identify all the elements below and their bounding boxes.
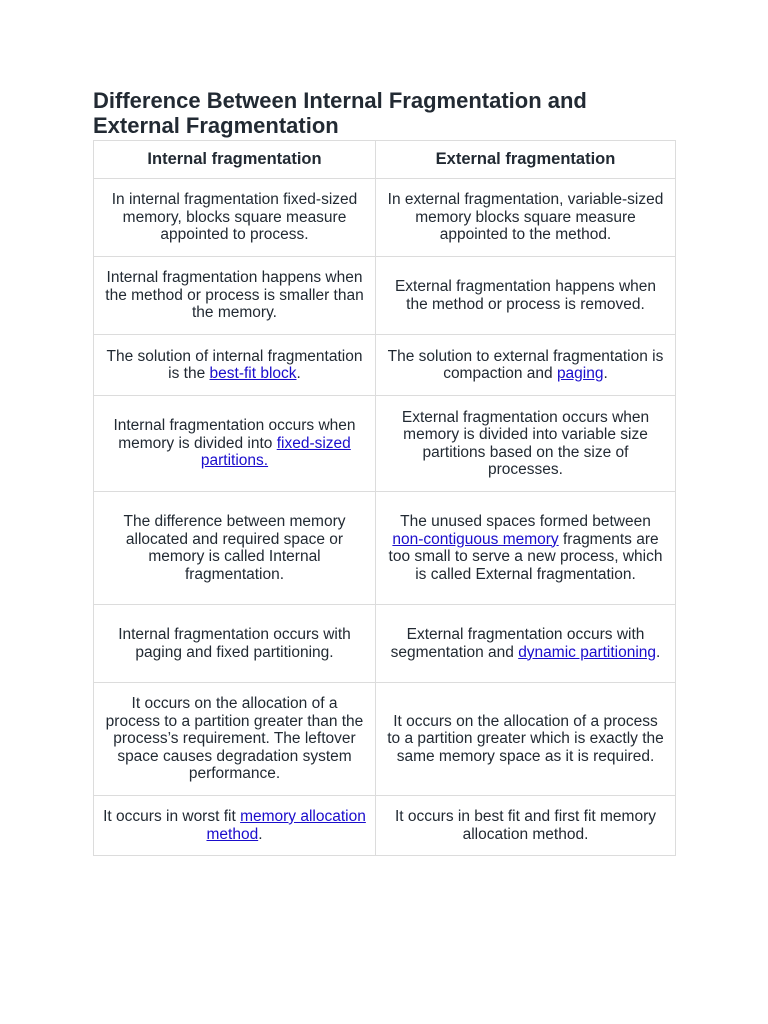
table-cell <box>94 683 376 796</box>
table-cell <box>94 796 376 856</box>
table-row <box>94 605 676 683</box>
comparison-table <box>93 140 676 856</box>
cell-text: The difference between memory allocated and required space or memory is called Internal fragmentation. <box>123 513 346 583</box>
cell-text: It occurs on the allocation of a process to a partition greater which is exactly the same memory space as it is required. <box>387 712 664 765</box>
cell-text: The solution of internal fragmentation is the <box>106 347 363 382</box>
table-cell <box>94 257 376 335</box>
inline-link[interactable]: non-contiguous memory <box>392 530 559 548</box>
table-cell <box>94 396 376 492</box>
table-cell <box>376 257 676 335</box>
cell-text: The solution to external fragmentation is compaction and <box>387 347 664 382</box>
table-cell <box>376 796 676 856</box>
cell-text: It occurs in worst fit <box>103 808 241 825</box>
cell-text: It occurs in best fit and first fit memory allocation method. <box>395 808 656 843</box>
inline-link[interactable]: fixed-sized partitions. <box>200 434 351 470</box>
cell-text: fragments are too small to serve a new process, which is called External fragmentation. <box>388 530 663 583</box>
cell-text: External fragmentation occurs when memory is divided into variable size partitions based on the size of processes. <box>401 408 650 478</box>
table-cell <box>376 683 676 796</box>
table-cell <box>376 179 676 257</box>
inline-link[interactable]: paging <box>556 365 604 382</box>
cell-text: It occurs on the allocation of a process to a partition greater than the process’s requirement. The leftover space causes degradation system performance. <box>105 695 364 783</box>
table-cell <box>94 179 376 257</box>
table-row <box>94 179 676 257</box>
table-row <box>94 492 676 605</box>
document-page <box>93 86 675 856</box>
table-cell <box>94 492 376 605</box>
cell-text: External fragmentation occurs with segmentation and <box>390 626 645 661</box>
table-body <box>94 179 676 856</box>
inline-link[interactable]: memory allocation method <box>206 808 366 843</box>
cell-text: Internal fragmentation happens when the method or process is smaller than the memory. <box>105 269 364 322</box>
cell-text: External fragmentation happens when the method or process is removed. <box>394 278 657 313</box>
cell-text: . <box>296 365 301 382</box>
inline-link[interactable]: best-fit block <box>209 365 297 382</box>
table-row <box>94 796 676 856</box>
cell-text: In internal fragmentation fixed-sized memory, blocks square measure appointed to process. <box>111 191 358 244</box>
table-row <box>94 396 676 492</box>
table-row <box>94 257 676 335</box>
cell-text: Internal fragmentation occurs with paging and fixed partitioning. <box>118 626 351 661</box>
cell-text: The unused spaces formed between <box>400 513 651 530</box>
table-cell <box>94 605 376 683</box>
inline-link[interactable]: dynamic partitioning <box>518 643 657 661</box>
table-row <box>94 335 676 396</box>
table-cell <box>376 396 676 492</box>
column-header-external: External fragmentation <box>376 141 676 179</box>
cell-text: Internal fragmentation occurs when memory is divided into <box>113 417 356 452</box>
column-header-internal: Internal fragmentation <box>94 141 376 179</box>
table-row <box>94 683 676 796</box>
table-header-row <box>94 141 676 179</box>
table-cell <box>94 335 376 396</box>
page-title: Difference Between Internal Fragmentation and External Fragmentation <box>93 88 587 138</box>
cell-text: . <box>258 825 263 843</box>
cell-text: In external fragmentation, variable-sized memory blocks square measure appointed to the method. <box>387 191 664 244</box>
table-cell <box>376 492 676 605</box>
cell-text: . <box>603 365 608 382</box>
cell-text: . <box>656 643 661 661</box>
table-cell <box>376 335 676 396</box>
table-cell <box>376 605 676 683</box>
